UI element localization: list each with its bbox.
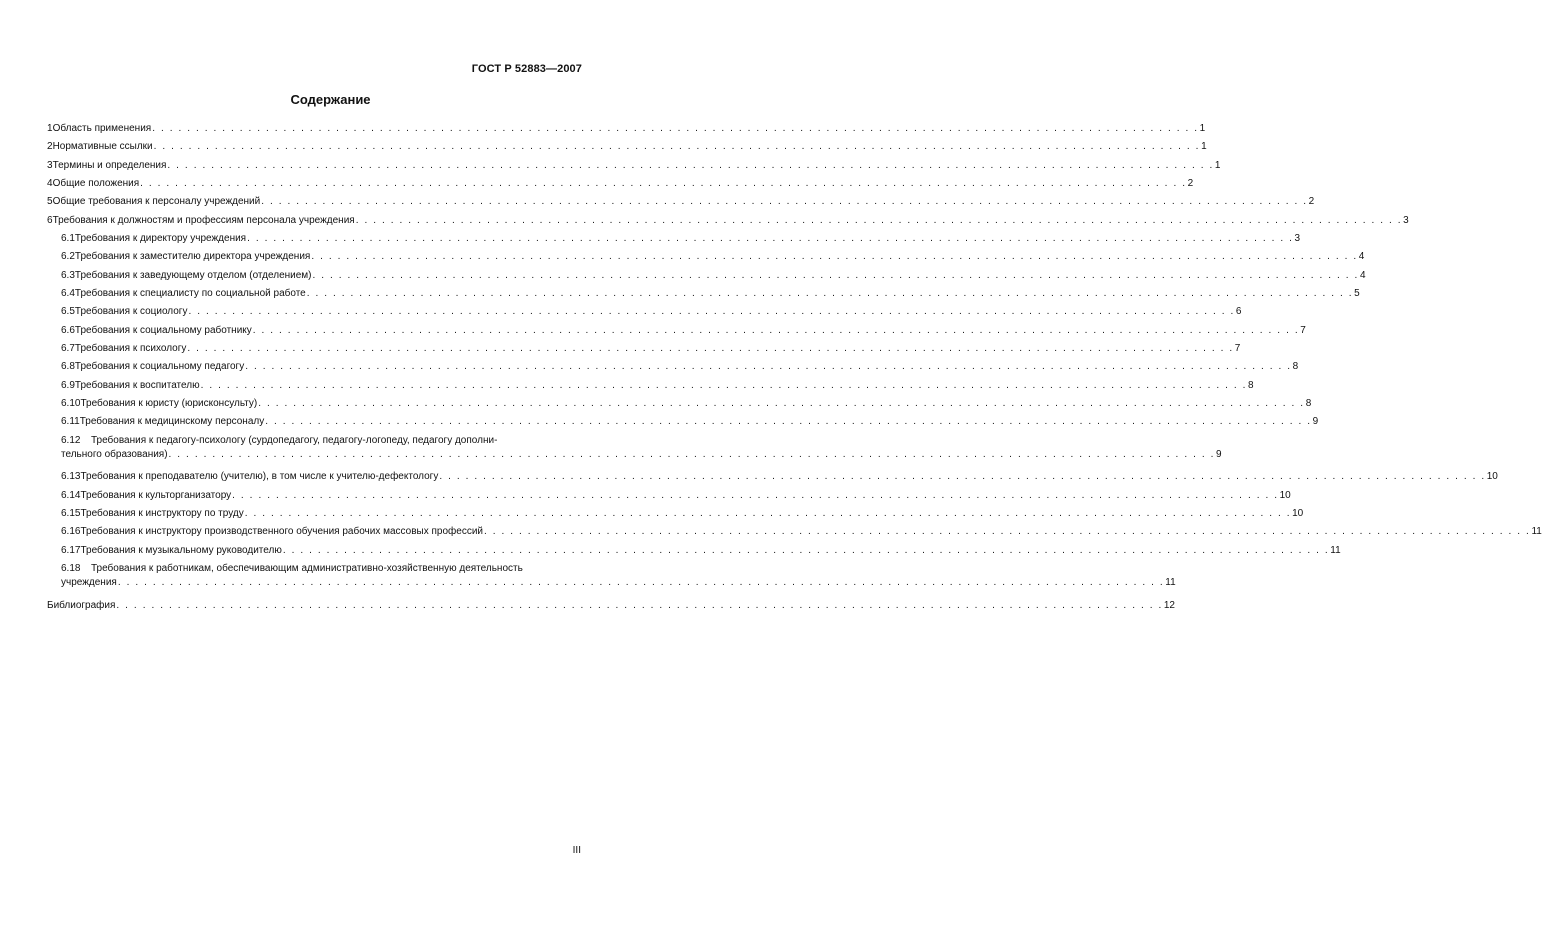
toc-leader-dots: . . . . . . . . . . . . . . . . . . . . . . . . . . . . . . . . . . . . . . . . . . . . . . . . . . . . . . . . . . . . . . . . . . . . . . . . . . . . . . . . . . . . . . . . . . . . . . . . . . . . . . . . . . . . . . . . . . . . . . . . — [252, 324, 1300, 336]
toc-entry-page: 11 — [1330, 544, 1341, 556]
toc-entry-number: 6.4 — [61, 287, 75, 299]
toc-entry[interactable] — [47, 415, 1319, 433]
toc-entry[interactable] — [47, 305, 1242, 323]
toc-entry-number: 3 — [47, 159, 53, 171]
toc-entry-page: 2 — [1187, 177, 1194, 189]
toc-entry[interactable] — [47, 434, 1222, 471]
toc-entry-page: 7 — [1234, 342, 1241, 354]
toc-entry-number: 6.18 — [61, 562, 81, 574]
toc-entry-number: 6.9 — [61, 379, 75, 391]
toc-entry-number: 6.7 — [61, 342, 75, 354]
toc-leader-dots: . . . . . . . . . . . . . . . . . . . . . . . . . . . . . . . . . . . . . . . . . . . . . . . . . . . . . . . . . . . . . . . . . . . . . . . . . . . . . . . . . . . . . . . . . . . . . . . . . . . . . . . . . . . . . . . . . . . . . . . . — [117, 576, 1165, 588]
toc-entry-title: Требования к юристу (юрисконсульту) — [80, 397, 258, 409]
toc-entry-title-continued: учреждения — [61, 576, 117, 588]
toc-entry-number: 6.12 — [61, 434, 81, 446]
toc-entry-title-continued: тельного образования) — [61, 448, 168, 460]
toc-entry[interactable] — [47, 287, 1360, 305]
toc-leader-dots: . . . . . . . . . . . . . . . . . . . . . . . . . . . . . . . . . . . . . . . . . . . . . . . . . . . . . . . . . . . . . . . . . . . . . . . . . . . . . . . . . . . . . . . . . . . . . . . . . . . . . . . . . . . . . . . . . . . . . . . . — [188, 306, 1235, 318]
toc-leader-dots: . . . . . . . . . . . . . . . . . . . . . . . . . . . . . . . . . . . . . . . . . . . . . . . . . . . . . . . . . . . . . . . . . . . . . . . . . . . . . . . . . . . . . . . . . . . . . . . . . . . . . . . . . . . . . . . . . . . . . . . . — [244, 507, 1292, 519]
toc-leader-dots: . . . . . . . . . . . . . . . . . . . . . . . . . . . . . . . . . . . . . . . . . . . . . . . . . . . . . . . . . . . . . . . . . . . . . . . . . . . . . . . . . . . . . . . . . . . . . . . . . . . . . . . . . . . . . . . . . . . . . . . . — [261, 196, 1308, 208]
toc-entry[interactable] — [47, 177, 1194, 195]
toc-entry-number: 6.14 — [61, 489, 81, 501]
toc-leader-dots: . . . . . . . . . . . . . . . . . . . . . . . . . . . . . . . . . . . . . . . . . . . . . . . . . . . . . . . . . . . . . . . . . . . . . . . . . . . . . . . . . . . . . . . . . . . . . . . . . . . . . . . . . . . . . . . . . . . . . . . . — [282, 544, 1330, 556]
toc-entry[interactable] — [47, 122, 1206, 140]
toc-entry-title: Требования к преподавателю (учителю), в том числе к учителю-дефектологу — [80, 471, 439, 483]
toc-entry-title: Требования к заместителю директора учреждения — [74, 251, 311, 263]
toc-entry[interactable] — [47, 544, 1341, 562]
toc-entry[interactable] — [47, 159, 1221, 177]
toc-entry-title: Общие требования к персоналу учреждений — [52, 196, 261, 208]
toc-entry-title: Требования к социологу — [74, 306, 188, 318]
toc-entry-number: 5 — [47, 196, 53, 208]
toc-entry-number: 1 — [47, 123, 53, 134]
toc-entry-page: 10 — [1486, 471, 1498, 483]
toc-entry[interactable] — [47, 525, 1542, 543]
toc-leader-dots: . . . . . . . . . . . . . . . . . . . . . . . . . . . . . . . . . . . . . . . . . . . . . . . . . . . . . . . . . . . . . . . . . . . . . . . . . . . . . . . . . . . . . . . . . . . . . . . . . . . . . . . . . . . . . . . . . . . . . . . . — [265, 416, 1312, 428]
toc-entry-title: Требования к музыкальному руководителю — [80, 544, 282, 556]
toc-entry-title: Требования к инструктору производственного обучения рабочих массовых профессий — [80, 526, 484, 538]
toc-leader-dots: . . . . . . . . . . . . . . . . . . . . . . . . . . . . . . . . . . . . . . . . . . . . . . . . . . . . . . . . . . . . . . . . . . . . . . . . . . . . . . . . . . . . . . . . . . . . . . . . . . . . . . . . . . . . . . . . . . . . . . . . — [187, 342, 1234, 354]
toc-entry-number: 2 — [47, 141, 53, 153]
toc-entry[interactable] — [47, 379, 1254, 397]
toc-leader-dots: . . . . . . . . . . . . . . . . . . . . . . . . . . . . . . . . . . . . . . . . . . . . . . . . . . . . . . . . . . . . . . . . . . . . . . . . . . . . . . . . . . . . . . . . . . . . . . . . . . . . . . . . . . . . . . . . . . . . . . . . — [311, 251, 1358, 263]
toc-entry-number: 6.3 — [61, 269, 75, 281]
toc-entry[interactable] — [47, 342, 1241, 360]
toc-entry-page: 12 — [1163, 599, 1175, 611]
toc-entry[interactable] — [47, 562, 1176, 599]
toc-entry-page: 8 — [1305, 397, 1312, 409]
toc-entry-number: 6.16 — [61, 526, 81, 538]
toc-entry-page: 1 — [1199, 123, 1206, 134]
toc-entry-page: 1 — [1214, 159, 1221, 171]
toc-entry-title: Общие положения — [52, 177, 140, 189]
toc-leader-dots: . . . . . . . . . . . . . . . . . . . . . . . . . . . . . . . . . . . . . . . . . . . . . . . . . . . . . . . . . . . . . . . . . . . . . . . . . . . . . . . . . . . . . . . . . . . . . . . . . . . . . . . . . . . . . . . . . . . . . . . . — [247, 232, 1294, 244]
page-number: III — [572, 845, 581, 856]
toc-entry[interactable] — [47, 140, 1207, 158]
toc-entry-title: Требования к должностям и профессиям персонала учреждения — [52, 214, 355, 226]
toc-entry-page: 7 — [1300, 324, 1306, 336]
toc-entry-number: 6.11 — [61, 416, 80, 428]
toc-entry-page: 4 — [1359, 269, 1366, 281]
toc-leader-dots: . . . . . . . . . . . . . . . . . . . . . . . . . . . . . . . . . . . . . . . . . . . . . . . . . . . . . . . . . . . . . . . . . . . . . . . . . . . . . . . . . . . . . . . . . . . . . . . . . . . . . . . . . . . . . . . . . . . . . . . . — [306, 287, 1354, 299]
toc-entry-page: 4 — [1358, 251, 1365, 263]
toc-entry[interactable] — [47, 489, 1291, 507]
toc-entry-page: 11 — [1531, 526, 1542, 538]
toc-entry-page: 5 — [1354, 287, 1360, 299]
toc-entry-number: 6.2 — [61, 251, 75, 263]
toc-entry-number: 6.6 — [61, 324, 75, 336]
toc-entry-page: 3 — [1294, 232, 1301, 244]
toc-entry-page: 11 — [1165, 576, 1176, 588]
toc-entry-number: 6.15 — [61, 507, 81, 519]
toc-entry-title: Требования к воспитателю — [74, 379, 200, 391]
document-code: ГОСТ Р 52883—2007 — [471, 63, 582, 75]
toc-leader-dots: . . . . . . . . . . . . . . . . . . . . . . . . . . . . . . . . . . . . . . . . . . . . . . . . . . . . . . . . . . . . . . . . . . . . . . . . . . . . . . . . . . . . . . . . . . . . . . . . . . . . . . . . . . . . . . . . . . . . . . . . — [167, 159, 1214, 171]
toc-entry-page: 8 — [1248, 379, 1254, 391]
toc-entry-number: 6.17 — [61, 544, 81, 556]
toc-leader-dots: . . . . . . . . . . . . . . . . . . . . . . . . . . . . . . . . . . . . . . . . . . . . . . . . . . . . . . . . . . . . . . . . . . . . . . . . . . . . . . . . . . . . . . . . . . . . . . . . . . . . . . . . . . . . . . . . . . . . . . . . — [232, 489, 1279, 501]
toc-entry-title: Требования к социальному педагогу — [74, 361, 245, 373]
toc-entry-title: Требования к культорганизатору — [80, 489, 232, 501]
toc-leader-dots: . . . . . . . . . . . . . . . . . . . . . . . . . . . . . . . . . . . . . . . . . . . . . . . . . . . . . . . . . . . . . . . . . . . . . . . . . . . . . . . . . . . . . . . . . . . . . . . . . . . . . . . . . . . . . . . . . . . . . . . . — [200, 379, 1247, 391]
toc-entry[interactable] — [47, 195, 1315, 213]
toc-leader-dots: . . . . . . . . . . . . . . . . . . . . . . . . . . . . . . . . . . . . . . . . . . . . . . . . . . . . . . . . . . . . . . . . . . . . . . . . . . . . . . . . . . . . . . . . . . . . . . . . . . . . . . . . . . . . . . . . . . . . . . . . — [258, 397, 1305, 409]
toc-entry-page: 10 — [1292, 507, 1304, 519]
toc-entry-number: 6 — [47, 214, 53, 226]
table-of-contents — [47, 122, 1542, 617]
toc-entry-page: 6 — [1235, 306, 1242, 318]
page-title: Содержание — [290, 92, 371, 107]
toc-entry-number: 6.10 — [61, 397, 81, 409]
toc-leader-dots: . . . . . . . . . . . . . . . . . . . . . . . . . . . . . . . . . . . . . . . . . . . . . . . . . . . . . . . . . . . . . . . . . . . . . . . . . . . . . . . . . . . . . . . . . . . . . . . . . . . . . . . . . . . . . . . . . . . . . . . . — [168, 448, 1215, 460]
toc-entry-number: 4 — [47, 177, 53, 189]
toc-entry-title: Требования к педагогу-психологу (сурдопедагогу, педагогу-логопеду, педагогу дополни- — [91, 434, 498, 446]
toc-entry-number: 6.8 — [61, 361, 75, 373]
toc-entry-title: Требования к инструктору по труду — [80, 507, 244, 519]
toc-entry-title: Требования к заведующему отделом (отделением) — [74, 269, 312, 281]
toc-entry-page: 3 — [1403, 214, 1409, 226]
toc-entry-title: Требования к директору учреждения — [74, 232, 247, 244]
toc-entry-number: 6.5 — [61, 306, 75, 318]
toc-entry-title: Требования к медицинскому персоналу — [79, 416, 265, 428]
toc-entry-title: Требования к специалисту по социальной работе — [74, 287, 306, 299]
toc-entry-page: 9 — [1215, 448, 1222, 460]
toc-entry[interactable] — [47, 397, 1312, 415]
toc-entry-title: Требования к работникам, обеспечивающим административно-хозяйственную деятельность — [91, 562, 523, 574]
toc-entry-page: 1 — [1201, 141, 1207, 153]
toc-entry-title: Область применения — [52, 123, 152, 134]
toc-entry-page: 2 — [1308, 196, 1315, 208]
toc-entry-page: 9 — [1312, 416, 1319, 428]
toc-entry[interactable] — [47, 507, 1304, 525]
toc-entry[interactable] — [47, 214, 1409, 232]
toc-leader-dots: . . . . . . . . . . . . . . . . . . . . . . . . . . . . . . . . . . . . . . . . . . . . . . . . . . . . . . . . . . . . . . . . . . . . . . . . . . . . . . . . . . . . . . . . . . . . . . . . . . . . . . . . . . . . . . . . . . . . . . . . — [312, 269, 1359, 281]
toc-entry-number: 6.13 — [61, 471, 81, 483]
toc-entry-title: Термины и определения — [52, 159, 167, 171]
toc-leader-dots: . . . . . . . . . . . . . . . . . . . . . . . . . . . . . . . . . . . . . . . . . . . . . . . . . . . . . . . . . . . . . . . . . . . . . . . . . . . . . . . . . . . . . . . . . . . . . . . . . . . . . . . . . . . . . . . . . . . . . . . . — [152, 123, 1199, 134]
toc-entry-title: Требования к психологу — [74, 342, 187, 354]
toc-entry[interactable] — [47, 360, 1299, 378]
toc-entry[interactable] — [47, 324, 1306, 342]
toc-entry-title: Требования к социальному работнику — [74, 324, 252, 336]
toc-entry-title: Нормативные ссылки — [52, 141, 153, 153]
toc-entry-number: 6.1 — [61, 232, 75, 244]
toc-leader-dots: . . . . . . . . . . . . . . . . . . . . . . . . . . . . . . . . . . . . . . . . . . . . . . . . . . . . . . . . . . . . . . . . . . . . . . . . . . . . . . . . . . . . . . . . . . . . . . . . . . . . . . . . . . . . . . . . . . . . . . . . — [116, 599, 1163, 611]
toc-entry[interactable] — [47, 250, 1365, 268]
toc-leader-dots: . . . . . . . . . . . . . . . . . . . . . . . . . . . . . . . . . . . . . . . . . . . . . . . . . . . . . . . . . . . . . . . . . . . . . . . . . . . . . . . . . . . . . . . . . . . . . . . . . . . . . . . . . . . . . . . . . . . . . . . . — [245, 361, 1292, 373]
toc-entry-title: Библиография — [47, 599, 116, 611]
toc-leader-dots: . . . . . . . . . . . . . . . . . . . . . . . . . . . . . . . . . . . . . . . . . . . . . . . . . . . . . . . . . . . . . . . . . . . . . . . . . . . . . . . . . . . . . . . . . . . . . . . . . . . . . . . . . . . . . . . . . . . . . . . . — [439, 471, 1486, 483]
toc-leader-dots: . . . . . . . . . . . . . . . . . . . . . . . . . . . . . . . . . . . . . . . . . . . . . . . . . . . . . . . . . . . . . . . . . . . . . . . . . . . . . . . . . . . . . . . . . . . . . . . . . . . . . . . . . . . . . . . . . . . . . . . . — [355, 214, 1403, 226]
toc-entry[interactable] — [47, 470, 1498, 488]
toc-entry[interactable] — [47, 599, 1175, 617]
toc-leader-dots: . . . . . . . . . . . . . . . . . . . . . . . . . . . . . . . . . . . . . . . . . . . . . . . . . . . . . . . . . . . . . . . . . . . . . . . . . . . . . . . . . . . . . . . . . . . . . . . . . . . . . . . . . . . . . . . . . . . . . . . . — [153, 141, 1201, 153]
toc-entry[interactable] — [47, 269, 1366, 287]
toc-entry[interactable] — [47, 232, 1301, 250]
toc-leader-dots: . . . . . . . . . . . . . . . . . . . . . . . . . . . . . . . . . . . . . . . . . . . . . . . . . . . . . . . . . . . . . . . . . . . . . . . . . . . . . . . . . . . . . . . . . . . . . . . . . . . . . . . . . . . . . . . . . . . . . . . . — [140, 177, 1187, 189]
toc-entry-page: 10 — [1279, 489, 1291, 501]
toc-entry-page: 8 — [1292, 361, 1299, 373]
toc-leader-dots: . . . . . . . . . . . . . . . . . . . . . . . . . . . . . . . . . . . . . . . . . . . . . . . . . . . . . . . . . . . . . . . . . . . . . . . . . . . . . . . . . . . . . . . . . . . . . . . . . . . . . . . . . . . . . . . . . . . . . . . . — [484, 526, 1531, 538]
